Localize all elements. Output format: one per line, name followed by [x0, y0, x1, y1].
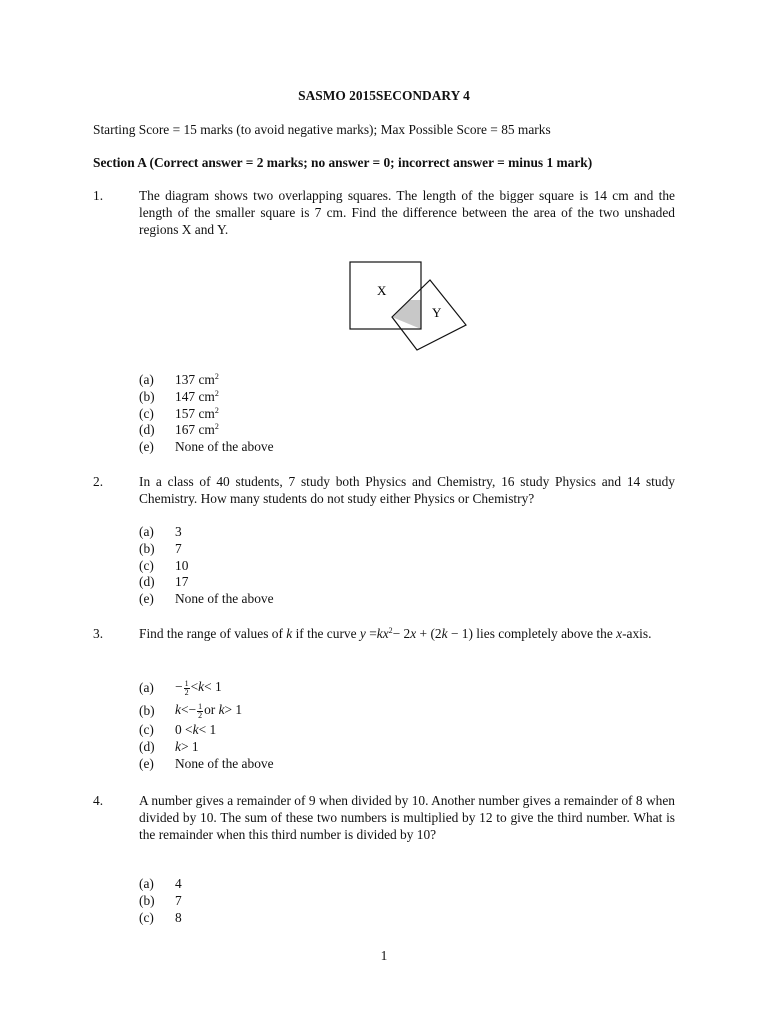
option-d[interactable]: (d) 17 — [139, 574, 189, 590]
option-c[interactable]: (c) 8 — [139, 909, 182, 925]
fraction: $\frac{1}{2}$ — [198, 701, 203, 720]
option-c[interactable]: (c) 0 <k< 1 — [139, 722, 217, 737]
option-d[interactable]: (d) 167 $cm^2$ — [139, 422, 219, 438]
question-3-options — [139, 676, 274, 772]
option-b[interactable]: (b) 7 — [139, 892, 182, 908]
page-title: SASMO 2015SECONDARY 4 — [298, 88, 470, 103]
section-heading: Section A (Correct answer = 2 marks; no answer = 0; incorrect answer = minus 1 mark) — [93, 155, 593, 170]
question-1-number: 1. — [93, 188, 104, 203]
option-e[interactable]: (e) None of the above — [139, 755, 274, 771]
question-2-options — [139, 524, 274, 608]
option-c[interactable]: (c) 10 — [139, 557, 189, 573]
option-a[interactable]: (a) 137 $cm^2$ — [139, 372, 219, 387]
option-b[interactable]: (b) 7 — [139, 540, 182, 556]
option-b[interactable]: (b) k<− $\frac{1}{2}$ or k> 1 — [139, 701, 243, 720]
option-c[interactable]: (c) 157 $cm^2$ — [139, 405, 219, 421]
option-e[interactable]: (e) None of the above — [139, 439, 274, 455]
option-a[interactable]: (a) 4 — [139, 876, 182, 891]
question-3-text: Find the range of values of k if the curve $y =kx^2- 2x + (2k - 1)$ lies completely above the x-axis. — [139, 626, 652, 641]
question-2-number: 2. — [93, 474, 104, 489]
option-a[interactable]: (a) 3 — [139, 524, 182, 539]
question-1-options — [139, 372, 274, 456]
option-d[interactable]: (d) k> 1 — [139, 738, 199, 754]
option-b[interactable]: (b) 147 $cm^2$ — [139, 388, 219, 404]
page-number: 1 — [380, 948, 388, 963]
overlap-shaded-region — [392, 300, 421, 329]
fraction: $\frac{1}{2}$ — [184, 678, 189, 697]
question-1-text: The diagram shows two overlapping squares. The length of the bigger square is 14 cm and the length of the smaller square is 7 cm. Find the difference between the area of the two unshaded regions X and Y. — [139, 188, 675, 237]
region-y-label: Y — [432, 305, 442, 320]
score-info: Starting Score = 15 marks (to avoid negative marks); Max Possible Score = 85 marks — [93, 122, 551, 137]
question-2-text: In a class of 40 students, 7 study both Physics and Chemistry, 16 study Physics and 14 study Chemistry. How many students do not study either Physics or Chemistry? — [139, 474, 675, 506]
option-e[interactable]: (e) None of the above — [139, 591, 274, 607]
region-x-label: X — [377, 283, 387, 298]
overlapping-squares-diagram — [346, 258, 470, 354]
question-4-options — [139, 876, 182, 926]
question-4-text: A number gives a remainder of 9 when divided by 10. Another number gives a remainder of 8 when divided by 10. The sum of these two numbers is multiplied by 12 to give the third number. What is the remainder when this third number is divided by 10? — [139, 793, 675, 842]
option-a[interactable]: (a) − $\frac{1}{2}$ <k< 1 — [139, 678, 222, 697]
question-4-number: 4. — [93, 793, 104, 808]
question-3-number: 3. — [93, 626, 104, 641]
